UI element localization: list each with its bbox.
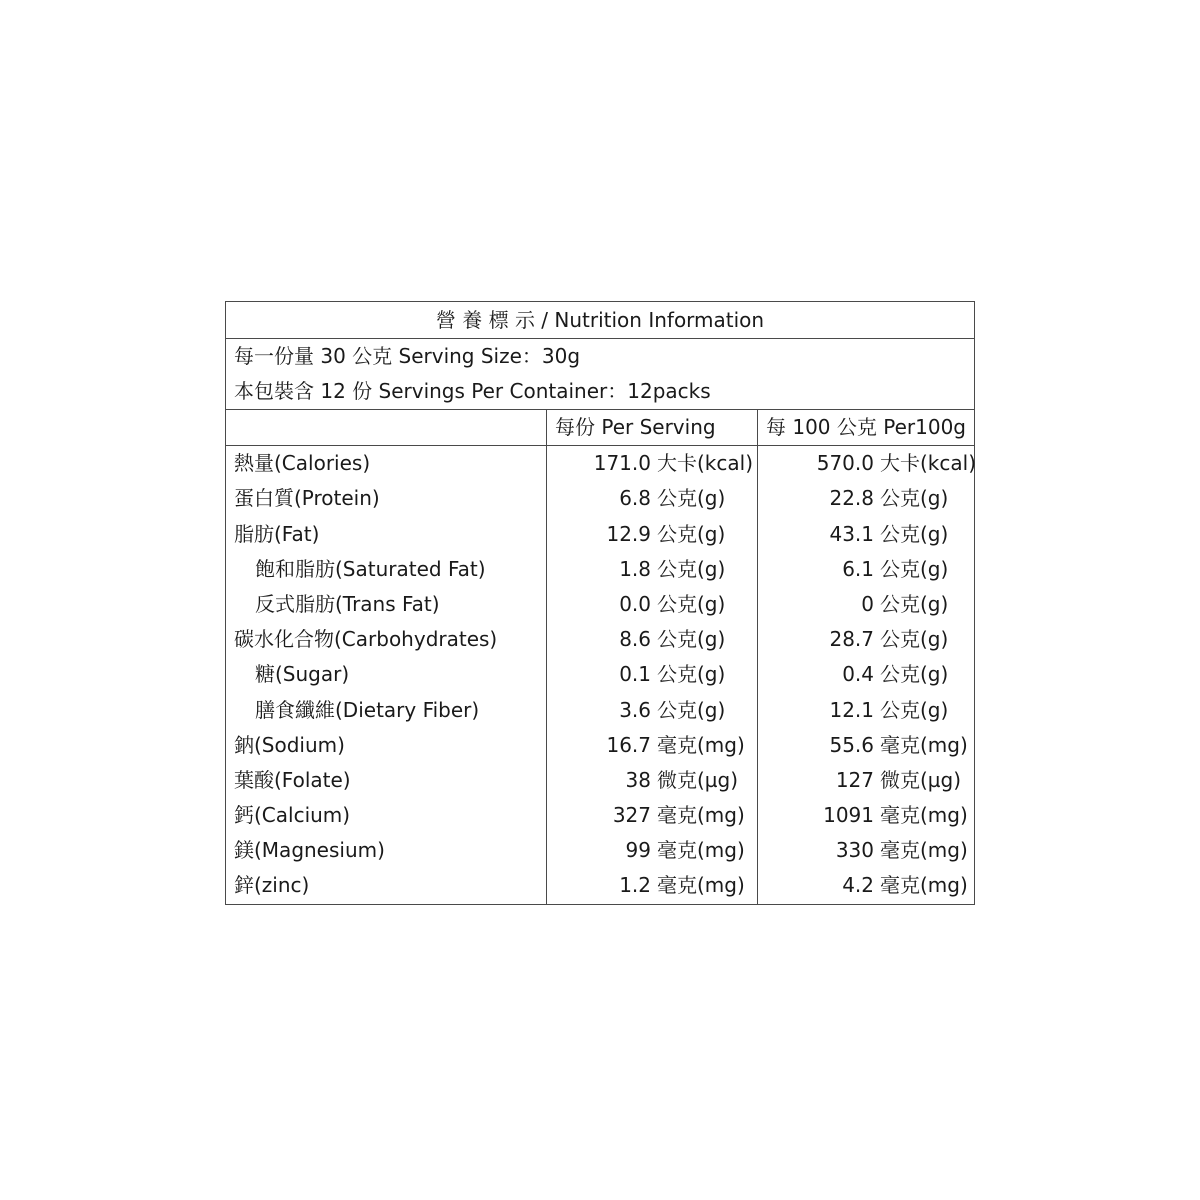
per-serving-cell: [547, 728, 758, 763]
label-title: 營 養 標 示 / Nutrition Information: [226, 302, 974, 339]
per-serving-unit: 大卡(kcal): [657, 451, 753, 476]
nutrient-name: 糖(Sugar): [226, 657, 547, 692]
per-100g-value: 1091: [823, 803, 874, 828]
table-row: [226, 622, 974, 657]
per-100g-cell: [758, 657, 974, 692]
nutrient-name: 葉酸(Folate): [226, 763, 547, 798]
nutrient-name: 蛋白質(Protein): [226, 481, 547, 516]
per-serving-value: 8.6: [619, 627, 651, 652]
per-serving-unit: 公克(g): [657, 556, 726, 581]
per-serving-value: 0.1: [619, 662, 651, 687]
per-serving-cell: [547, 622, 758, 657]
column-header-row: [226, 410, 974, 446]
per-100g-unit: 公克(g): [880, 591, 949, 616]
per-100g-cell: [758, 587, 974, 622]
per-100g-value: 55.6: [829, 732, 874, 757]
per-serving-unit: 公克(g): [657, 627, 726, 652]
per-100g-value: 28.7: [829, 627, 874, 652]
nutrient-name: 鎂(Magnesium): [226, 833, 547, 868]
per-serving-value: 171.0: [593, 451, 651, 476]
table-row: [226, 446, 974, 481]
nutrient-name: 飽和脂肪(Saturated Fat): [226, 552, 547, 587]
per-100g-cell: [758, 622, 974, 657]
nutrient-name: 碳水化合物(Carbohydrates): [226, 622, 547, 657]
per-100g-unit: 公克(g): [880, 662, 949, 687]
per-100g-value: 0: [861, 591, 874, 616]
per-100g-unit: 毫克(mg): [880, 732, 968, 757]
per-serving-cell: [547, 798, 758, 833]
per-100g-value: 330: [835, 838, 874, 863]
nutrient-name: 鈉(Sodium): [226, 728, 547, 763]
per-serving-cell: [547, 552, 758, 587]
nutrient-name: 脂肪(Fat): [226, 517, 547, 552]
table-row: [226, 798, 974, 833]
per-serving-unit: 公克(g): [657, 662, 726, 687]
per-serving-value: 3.6: [619, 697, 651, 722]
table-row: [226, 868, 974, 903]
serving-size: 每一份量 30 公克 Serving Size：30g: [234, 344, 581, 368]
table-row: [226, 833, 974, 868]
nutrition-label: [225, 301, 975, 905]
per-serving-value: 1.8: [619, 556, 651, 581]
per-100g-cell: [758, 833, 974, 868]
per-100g-unit: 公克(g): [880, 521, 949, 546]
per-serving-unit: 微克(µg): [657, 767, 739, 792]
per-100g-unit: 毫克(mg): [880, 803, 968, 828]
per-100g-cell: [758, 763, 974, 798]
table-row: [226, 517, 974, 552]
per-100g-cell: [758, 481, 974, 516]
per-serving-unit: 毫克(mg): [657, 732, 745, 757]
per-serving-unit: 毫克(mg): [657, 873, 745, 898]
per-100g-value: 127: [835, 767, 874, 792]
per-100g-value: 43.1: [829, 521, 874, 546]
per-serving-unit: 公克(g): [657, 486, 726, 511]
per-100g-unit: 微克(µg): [880, 767, 962, 792]
table-row: [226, 763, 974, 798]
nutrient-name: 熱量(Calories): [226, 446, 547, 481]
column-header-nutrient: [226, 410, 547, 446]
per-100g-cell: [758, 728, 974, 763]
per-100g-cell: [758, 552, 974, 587]
column-header-per-serving: 每份 Per Serving: [547, 410, 758, 446]
per-100g-cell: [758, 517, 974, 552]
per-serving-value: 12.9: [606, 521, 651, 546]
table-row: [226, 728, 974, 763]
nutrient-name: 膳食纖維(Dietary Fiber): [226, 693, 547, 728]
per-serving-cell: [547, 446, 758, 481]
per-serving-value: 1.2: [619, 873, 651, 898]
nutrient-name: 鋅(zinc): [226, 868, 547, 903]
per-serving-cell: [547, 833, 758, 868]
per-100g-value: 6.1: [842, 556, 874, 581]
per-serving-unit: 公克(g): [657, 697, 726, 722]
per-serving-cell: [547, 587, 758, 622]
per-100g-unit: 公克(g): [880, 486, 949, 511]
per-100g-unit: 大卡(kcal): [880, 451, 976, 476]
per-100g-value: 22.8: [829, 486, 874, 511]
per-100g-cell: [758, 798, 974, 833]
per-100g-cell: [758, 446, 976, 481]
per-serving-cell: [547, 693, 758, 728]
per-serving-unit: 毫克(mg): [657, 838, 745, 863]
per-serving-value: 38: [625, 767, 651, 792]
per-serving-unit: 公克(g): [657, 591, 726, 616]
nutrient-rows: [226, 446, 974, 903]
per-100g-unit: 毫克(mg): [880, 838, 968, 863]
nutrient-name: 鈣(Calcium): [226, 798, 547, 833]
per-100g-unit: 公克(g): [880, 697, 949, 722]
per-serving-cell: [547, 657, 758, 692]
per-serving-value: 327: [612, 803, 651, 828]
per-serving-value: 99: [625, 838, 651, 863]
per-100g-cell: [758, 868, 974, 903]
per-100g-unit: 毫克(mg): [880, 873, 968, 898]
per-serving-unit: 公克(g): [657, 521, 726, 546]
per-serving-cell: [547, 481, 758, 516]
nutrient-name: 反式脂肪(Trans Fat): [226, 587, 547, 622]
per-serving-value: 16.7: [606, 732, 651, 757]
per-100g-cell: [758, 693, 974, 728]
per-100g-value: 570.0: [816, 451, 874, 476]
column-header-per-100g: 每 100 公克 Per100g: [758, 410, 974, 446]
table-row: [226, 552, 974, 587]
per-100g-value: 4.2: [842, 873, 874, 898]
per-serving-value: 0.0: [619, 591, 651, 616]
table-row: [226, 587, 974, 622]
per-serving-value: 6.8: [619, 486, 651, 511]
per-serving-cell: [547, 763, 758, 798]
per-serving-unit: 毫克(mg): [657, 803, 745, 828]
per-100g-value: 0.4: [842, 662, 874, 687]
per-serving-cell: [547, 868, 758, 903]
table-row: [226, 657, 974, 692]
per-serving-cell: [547, 517, 758, 552]
table-row: [226, 693, 974, 728]
table-row: [226, 481, 974, 516]
per-100g-unit: 公克(g): [880, 627, 949, 652]
per-100g-unit: 公克(g): [880, 556, 949, 581]
servings-per-container: 本包裝含 12 份 Servings Per Container：12packs: [226, 374, 974, 410]
per-100g-value: 12.1: [829, 697, 874, 722]
